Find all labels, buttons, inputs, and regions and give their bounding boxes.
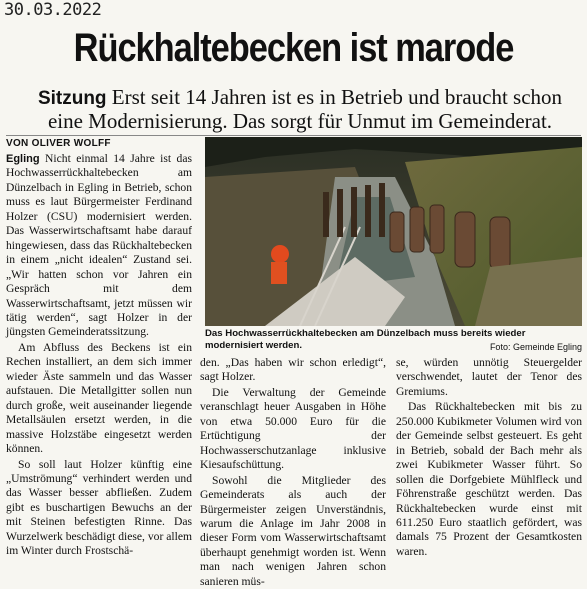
subhead-text: Erst seit 14 Jahren ist es in Betrieb und braucht schon eine Modernisierung. Das sorgt für Unmut im Gemeinderat. (47, 85, 563, 133)
paragraph (6, 152, 192, 340)
paragraph: Am Abfluss des Beckens ist ein Rechen installiert, an dem sich immer wieder Äste sammeln und das Wasser aufstauen. Die Metallgitter sollen nun durch große, weit auseinander liegende Metallsäulen ersetzt werden, in die massive Holzstäbe eingesetzt werden können. (6, 340, 192, 456)
paragraph: se, würden unnötig Steuergelder verschwendet, lautet der Tenor des Gremiums. (396, 356, 582, 398)
paragraph: So soll laut Holzer künftig eine „Umströmung“ verhindert werden und das Wasser besser abfließen. Zudem gibt es buschartigen Bewuchs an der mit Steinen befestigten Rinne. Das Wurzelwerk beschädigt diese, vor allem im Winter durch Frostschä- (6, 457, 192, 558)
paragraph: Das Rückhaltebecken mit bis zu 250.000 Kubikmeter Volumen wird von der Gemeinde selbst gesteuert. Es geht in Betrieb, sobald der Bach mehr als zwei Kubikmeter Wasser führt. So sollen die Dorfgebiete Mühlfleck und Föhrenstraße geschützt werden. Das Rückhaltebecken wurde einst mit 611.250 Euro staatlich gefördert, was damals 75 Prozent der Gesamtkosten waren. (396, 400, 582, 558)
photo-caption: Das Hochwasserrückhaltebecken am Dünzelbach muss bereits wieder modernisiert werden. (205, 328, 526, 351)
publication-date: 30.03.2022 (4, 0, 102, 20)
paragraph: den. „Das haben wir schon erledigt“, sagt Holzer. (200, 356, 386, 384)
retention-basin-image (205, 137, 582, 326)
dateline: Egling (6, 153, 40, 165)
paragraph-text: Nicht einmal 14 Jahre ist das Hochwasserrückhaltebecken am Dünzelbach in Egling in Betrieb, schon muss es laut Bürgermeister Ferdinand Holzer (CSU) modernisiert werden. Das Wasserwirtschaftsamt habe darauf hingewiesen, dass das Rückhaltebecken in einem „nicht idealen“ Zustand sei. „Wir hatten schon vor Jahren ein Gespräch mit dem Wasserwirtschaftsamt, jetzt müssen wir tätig werden“, sagt Holzer in der jüngsten Gemeinderatssitzung. (6, 152, 192, 339)
article-column-1 (6, 152, 192, 559)
paragraph: Sowohl die Mitglieder des Gemeinderats als auch der Bürgermeister zeigen Unverständnis, warum die Anlage im Jahr 2008 in dieser Form vom Wasserwirtschaftsamt überhaupt genehmigt worden ist. Wenn man nach wenigen Jahren schon sanieren müs- (200, 473, 386, 588)
subheadline (20, 86, 580, 133)
byline: VON OLIVER WOLFF (6, 138, 111, 149)
photo-credit: Foto: Gemeinde Egling (489, 342, 582, 352)
article-column-2 (200, 356, 386, 589)
article-photo (205, 137, 582, 326)
subhead-kicker: Sitzung (37, 88, 107, 109)
article-column-3 (396, 356, 582, 559)
divider (6, 135, 581, 136)
headline: Rückhaltebecken ist marode (73, 26, 514, 70)
paragraph: Die Verwaltung der Gemeinde veranschlagt heuer Ausgaben in Höhe von etwa 50.000 Euro für die Ertüchtigung der Hochwasserschutzanlage inklusive Kiesaufschüttung. (200, 385, 386, 472)
